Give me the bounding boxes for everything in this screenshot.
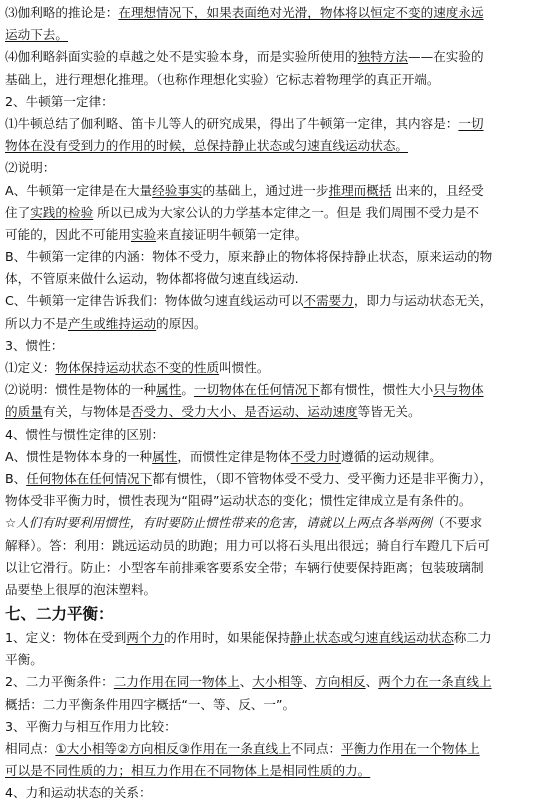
text-segment: ⑵说明： (5, 160, 56, 176)
text-line (5, 379, 538, 401)
text-line (5, 357, 538, 379)
text-segment: B、 (5, 470, 27, 486)
text-line (5, 649, 538, 671)
text-segment: 相同点： (5, 741, 56, 756)
underlined-text: 在理想情况下，如果表面绝对光滑，物体将以恒定不变的速度永远 (118, 5, 484, 20)
text-line (5, 716, 538, 738)
text-segment: 4、力和运动状态的关系： (5, 785, 152, 801)
underlined-text: 实践的检验 (30, 204, 94, 220)
underlined-text: 静止状态或匀速直线运动状态 (290, 630, 454, 646)
text-line (5, 69, 538, 91)
text-segment: 有关，与物体是 (42, 404, 131, 420)
text-segment: ——在实验的 (408, 49, 484, 65)
text-segment: 基础上，进行理想化推理。（也称作理想化实验）它标志着物理学的真正开端。 (5, 71, 440, 87)
underlined-text: 一切物体在任何情况下 (193, 382, 320, 398)
underlined-text: 独特方法 (357, 49, 408, 65)
text-segment: 都有惯性，（即不管物体受不受力、受平衡力还是非平衡力）， (152, 470, 493, 486)
text-segment: 品要垫上很厚的泡沫塑料。 (5, 581, 157, 597)
text-line (5, 557, 538, 579)
underlined-text: 方向相反 (315, 674, 366, 690)
text-line (5, 180, 538, 202)
text-line (5, 579, 538, 601)
underlined-text: 可以是不同性质的力；相互力作用在不同物体上是相同性质的力。 (5, 763, 371, 779)
text-segment: 、 (239, 674, 253, 690)
text-segment: 2、牛顿第一定律： (5, 93, 114, 109)
underlined-text: 推理而概括 (328, 182, 392, 198)
underlined-text: 不受力时 (290, 448, 342, 464)
text-segment: 解释）。答：利用：跳远运动员的助跑；用力可以将石头甩出很远；骑自行车蹬几下后可 (5, 537, 490, 553)
underlined-text: 产生或维持运动 (67, 315, 157, 331)
text-segment: 所以已成为大家公认的力学基本定律之一。但是 我们周围不受力是不 (93, 204, 479, 220)
underlined-text: 运动下去。 (5, 27, 68, 43)
underlined-text: 两个力在一条直线上 (378, 674, 492, 690)
underlined-text: 属性 (156, 382, 182, 398)
text-line (5, 246, 538, 268)
text-segment: ⑷伽利略斜面实验的卓越之处不是实验本身，而是实验所使用的 (5, 49, 358, 65)
text-segment: ⑵说明：惯性是物体的一种 (5, 382, 157, 398)
text-segment: 的作用时，如果能保持 (164, 630, 291, 646)
text-line (5, 512, 538, 534)
text-segment: 体，不管原来做什么运动，物体都将做匀速直线运动. (5, 271, 299, 287)
text-line (5, 424, 538, 446)
text-segment: B、牛顿第一定律的内涵：物体不受力，原来静止的物体将保持静止状态，原来运动的物 (5, 249, 493, 265)
italic-text: ☆人们有时要利用惯性，有时要防止惯性带来的危害，请就以上两点各举两例 (5, 515, 432, 531)
text-line (5, 46, 538, 68)
text-line (5, 401, 538, 423)
text-segment: 来直接证明牛顿第一定律。 (156, 226, 308, 242)
text-segment: 以让它滑行。防止：小型客车前排乘客要系安全带；车辆行使要保持距离；包装玻璃制 (5, 559, 484, 575)
text-segment: 七、二力平衡： (5, 605, 114, 624)
text-segment: C、牛顿第一定律告诉我们：物体做匀速直线运动可以 (5, 293, 304, 309)
text-line (5, 24, 538, 46)
text-line (5, 335, 538, 357)
text-segment: 称二力 (453, 630, 492, 646)
underlined-text: 属性 (152, 448, 178, 464)
text-line (5, 313, 538, 335)
text-segment: 2、二力平衡条件： (5, 674, 114, 690)
text-segment: 叫惯性。 (219, 360, 270, 375)
underlined-text: 只与物体 (433, 382, 484, 398)
underlined-text: 物体在没有受到力的作用的时候，总保持静止状态或匀速直线运动状态。 (5, 138, 408, 154)
text-segment: 物体受非平衡力时，惯性表现为“阻碍”运动状态的变化；惯性定律成立是有条件的。 (5, 493, 472, 509)
text-segment: ⑶伽利略的推论是： (5, 5, 119, 20)
text-segment: 都有惯性，惯性大小 (319, 382, 434, 398)
underlined-text: 不需要力 (303, 293, 354, 309)
underlined-text: 平衡力作用在一个物体上 (341, 741, 480, 756)
underlined-text: 否受力、受力大小、是否运动、运动速度 (130, 404, 358, 420)
underlined-text: 二力作用在同一物体上 (113, 674, 240, 690)
text-segment: 所以力不是 (5, 315, 68, 331)
text-line (5, 627, 538, 649)
text-segment: 1、定义：物体在受到 (5, 630, 127, 646)
underlined-text: 物体保持运动状态不变的性质 (55, 360, 220, 375)
text-line (5, 671, 538, 693)
text-segment: 平衡。 (5, 652, 43, 668)
section-heading (5, 601, 538, 627)
underlined-text: 一切 (458, 115, 484, 131)
text-line (5, 113, 538, 135)
text-line (5, 268, 538, 290)
text-segment: 概括：二力平衡条件用四字概括“一、等、反、一”。 (5, 696, 296, 712)
text-line (5, 91, 538, 113)
text-line (5, 202, 538, 224)
text-line (5, 760, 538, 782)
text-line (5, 157, 538, 179)
text-segment: （不要求 (431, 515, 483, 531)
text-segment: 不同点： (290, 741, 342, 756)
underlined-text: 大小相等 (252, 674, 303, 690)
text-segment: 的基础上，通过进一步 (202, 182, 329, 198)
text-line (5, 290, 538, 312)
text-segment: 。 (181, 382, 194, 398)
text-segment: ，即力与运动状态无关， (353, 293, 493, 309)
text-line (5, 2, 538, 24)
text-line (5, 446, 538, 468)
text-segment: 的原因。 (156, 315, 207, 331)
text-segment: ⑴牛顿总结了伽利略、笛卡儿等人的研究成果，得出了牛顿第一定律，其内容是： (5, 115, 459, 131)
underlined-text: 实验 (130, 226, 157, 242)
text-segment: 出来的，且经受 (391, 182, 484, 198)
text-segment: ⑴定义： (5, 360, 56, 375)
text-segment: 住了 (5, 204, 31, 220)
text-segment: 等皆无关。 (357, 404, 421, 420)
text-line (5, 738, 538, 760)
text-segment: 遵循的运动规律。 (341, 448, 442, 464)
text-segment: ，而惯性定律是物体 (177, 448, 291, 464)
text-segment: A、惯性是物体本身的一种 (5, 448, 153, 464)
text-segment: 4、惯性与惯性定律的区别： (5, 426, 165, 442)
text-line (5, 694, 538, 716)
text-segment: 3、惯性： (5, 337, 64, 353)
text-segment: 可能的，因此不可能用 (5, 226, 131, 242)
underlined-text: 的质量 (5, 404, 43, 420)
text-line (5, 468, 538, 490)
text-line (5, 535, 538, 557)
text-segment: 3、平衡力与相互作用力比较： (5, 718, 177, 734)
text-line (5, 224, 538, 246)
text-segment: 、 (365, 674, 379, 690)
text-line (5, 782, 538, 804)
underlined-text: 经验事实 (152, 182, 203, 198)
text-segment: A、牛顿第一定律是在大量 (5, 182, 153, 198)
underlined-text: ①大小相等②方向相反③作用在一条直线上 (55, 741, 291, 756)
text-line (5, 490, 538, 512)
underlined-text: 任何物体在任何情况下 (26, 470, 153, 486)
underlined-text: 两个力 (126, 630, 165, 646)
text-line (5, 135, 538, 157)
text-segment: 、 (302, 674, 316, 690)
